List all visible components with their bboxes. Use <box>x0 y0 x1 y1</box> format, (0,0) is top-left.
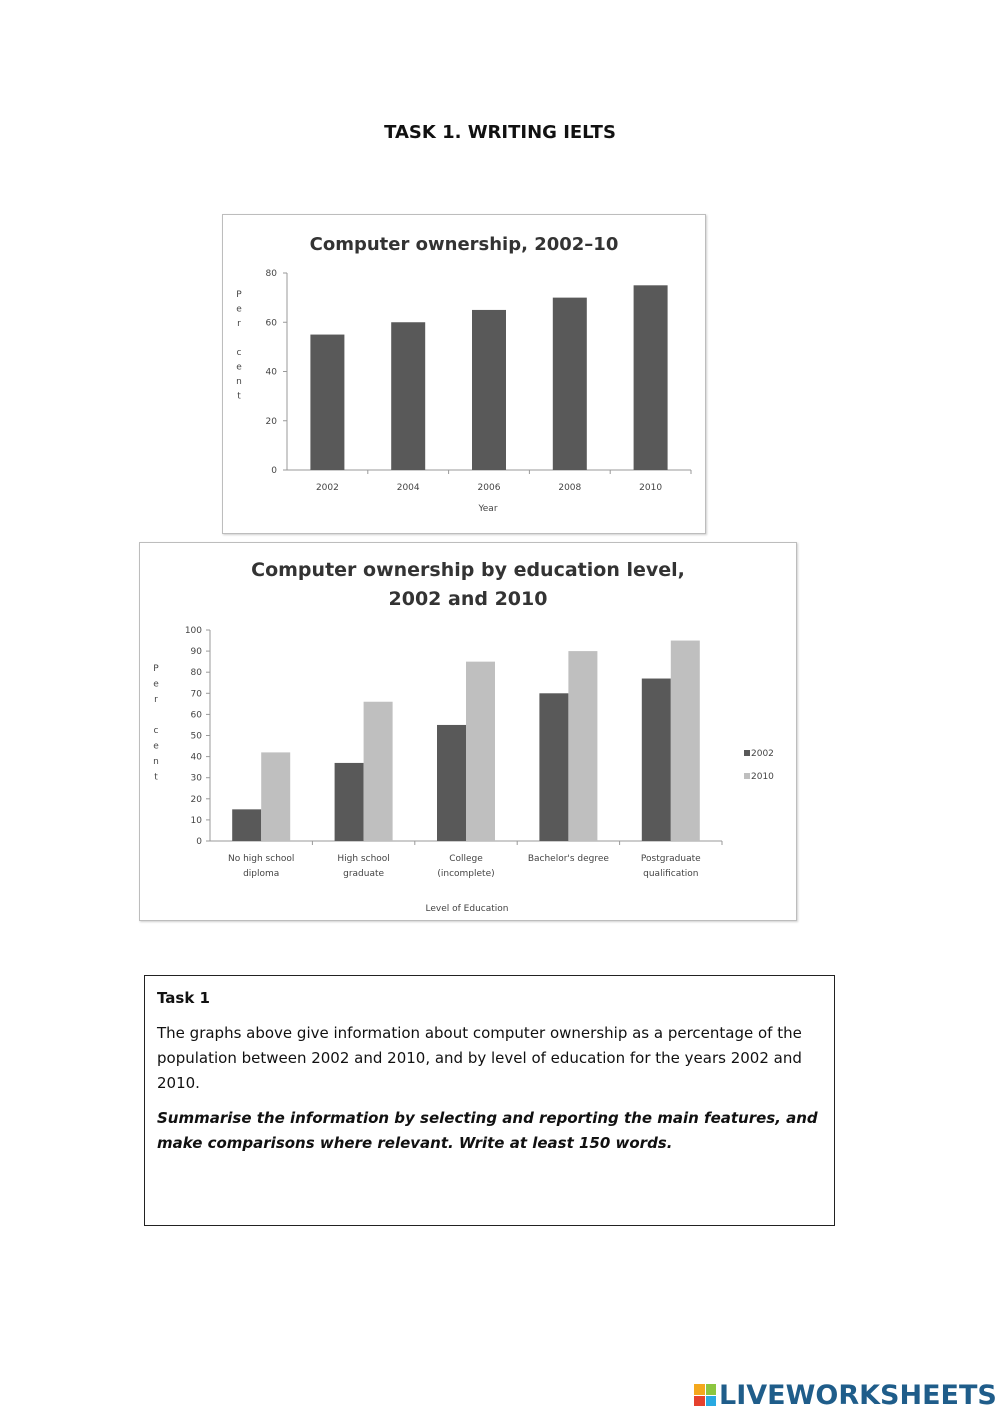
bar-2002 <box>335 763 364 841</box>
y-axis-label-char: r <box>237 319 241 329</box>
y-tick-label: 100 <box>184 626 202 636</box>
bar-2002 <box>437 725 466 841</box>
y-tick-label: 70 <box>190 689 202 700</box>
logo-square-1 <box>694 1384 705 1395</box>
x-tick-label: 2002 <box>315 483 339 493</box>
y-axis-label-char: P <box>153 664 159 674</box>
chart-ownership-by-education-svg <box>140 543 796 920</box>
bar-2002 <box>539 693 568 841</box>
bar-2010 <box>568 651 597 841</box>
logo-square-2 <box>706 1384 717 1395</box>
y-tick-label: 60 <box>190 710 202 721</box>
chart-title: Computer ownership, 2002–10 <box>309 234 619 255</box>
y-axis-label-char: r <box>154 695 158 705</box>
x-tick-label: No high school <box>227 854 295 864</box>
x-tick-label-line-2: diploma <box>243 869 280 879</box>
y-tick-label: 10 <box>190 815 202 826</box>
y-tick-label: 90 <box>190 647 202 658</box>
bar <box>391 322 425 470</box>
x-tick-label: High school <box>337 854 390 864</box>
y-axis-label-char: t <box>154 772 158 783</box>
y-axis-label-char: t <box>237 391 241 402</box>
bar <box>553 298 587 470</box>
chart-computer-ownership <box>222 214 706 534</box>
y-tick-label: 50 <box>190 731 202 742</box>
x-tick-label: 2006 <box>477 483 501 493</box>
x-tick-label: 2008 <box>558 483 582 493</box>
y-tick-label: 80 <box>265 269 277 279</box>
task-box <box>144 975 835 1226</box>
page-title: TASK 1. WRITING IELTS <box>384 122 616 143</box>
task-heading: Task 1 <box>157 989 210 1007</box>
legend-swatch <box>744 750 750 756</box>
y-axis-label-char: e <box>153 741 159 752</box>
task-description: The graphs above give information about computer ownership as a percentage of the population between 2002 and 2010, and by level of education for the years 2002 and 2010. <box>157 1024 802 1092</box>
chart-ownership-by-education <box>139 542 797 921</box>
y-axis-label-char: e <box>236 304 242 315</box>
y-tick-label: 40 <box>265 367 277 378</box>
y-axis-label-char: c <box>153 726 159 736</box>
legend-swatch <box>744 773 750 779</box>
y-tick-label: 60 <box>265 318 277 329</box>
bar-2002 <box>232 809 261 841</box>
bar <box>634 285 668 470</box>
bar-2010 <box>671 641 700 841</box>
logo-square-4 <box>706 1396 717 1407</box>
brand-name: LIVEWORKSHEETS <box>719 1379 997 1411</box>
liveworksheets-logo[interactable] <box>694 1377 997 1413</box>
bar-2010 <box>364 702 393 841</box>
bar <box>310 335 344 470</box>
logo-square-3 <box>694 1396 705 1407</box>
task-instruction: Summarise the information by selecting and reporting the main features, and make comparisons where relevant. Write at least 150 words. <box>157 1109 818 1152</box>
liveworksheets-icon <box>694 1384 716 1406</box>
y-axis-label-char: P <box>236 290 242 300</box>
legend-label: 2010 <box>751 772 774 782</box>
x-tick-label-line-2: qualification <box>643 869 699 879</box>
x-tick-label: Postgraduate <box>640 854 701 864</box>
x-tick-label: 2010 <box>639 483 663 493</box>
y-tick-label: 40 <box>190 752 202 763</box>
x-axis-label: Year <box>478 504 498 514</box>
y-tick-label: 30 <box>190 773 202 784</box>
x-tick-label-line-2: (incomplete) <box>437 869 495 879</box>
legend-label: 2002 <box>751 749 774 759</box>
bar <box>472 310 506 470</box>
x-tick-label: 2004 <box>396 483 420 493</box>
y-axis-label-char: c <box>236 348 242 358</box>
x-tick-label-line-2: graduate <box>343 869 385 879</box>
y-axis-label-char: e <box>153 679 159 690</box>
x-axis-label: Level of Education <box>425 904 509 914</box>
x-tick-label: College <box>449 854 483 864</box>
bar-2002 <box>642 679 671 841</box>
y-tick-label: 0 <box>196 837 202 847</box>
chart-title-line-1: Computer ownership by education level, <box>251 559 685 581</box>
y-tick-label: 20 <box>190 794 202 805</box>
y-tick-label: 80 <box>190 668 202 679</box>
x-tick-label: Bachelor's degree <box>527 854 609 864</box>
y-axis-label-char: n <box>153 757 159 767</box>
y-tick-label: 0 <box>271 466 277 476</box>
bar-2010 <box>466 662 495 841</box>
chart-title-line-2: 2002 and 2010 <box>388 588 548 610</box>
bar-2010 <box>261 752 290 841</box>
y-axis-label-char: n <box>236 377 242 387</box>
chart-computer-ownership-svg <box>223 215 705 533</box>
y-tick-label: 20 <box>265 416 277 427</box>
y-axis-label-char: e <box>236 362 242 373</box>
